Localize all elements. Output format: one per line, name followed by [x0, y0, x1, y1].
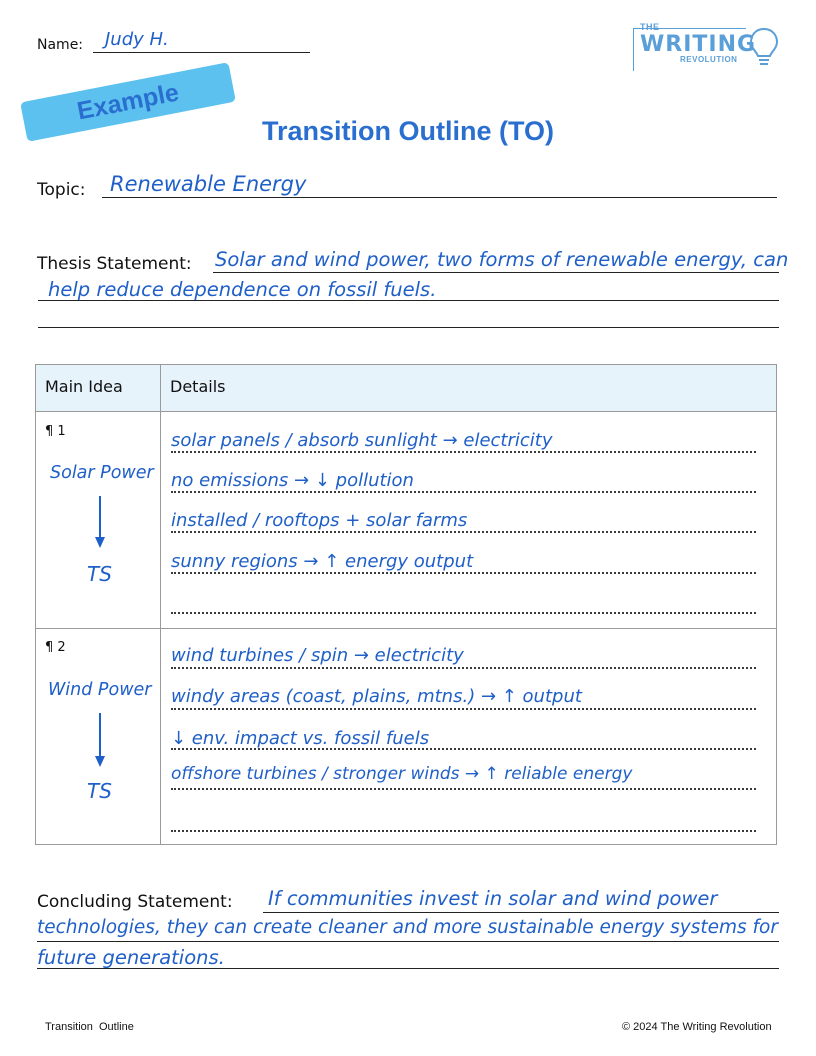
conclusion-underline-1	[263, 912, 779, 913]
table-header	[36, 365, 776, 412]
detail-line	[171, 788, 756, 790]
header-details: Details	[170, 377, 226, 396]
detail-text: wind turbines / spin → electricity	[171, 645, 464, 666]
detail-line	[171, 612, 756, 614]
conclusion-line-2: technologies, they can create cleaner and more sustainable energy systems for	[37, 917, 778, 938]
row-divider	[36, 628, 776, 629]
detail-text: solar panels / absorb sunlight → electricity	[171, 430, 553, 451]
down-arrow-icon	[99, 496, 101, 538]
detail-text: no emissions → ↓ pollution	[171, 470, 414, 491]
thesis-label: Thesis Statement:	[37, 254, 192, 274]
down-arrow-icon	[99, 713, 101, 757]
topic-underline	[102, 197, 777, 198]
detail-text: sunny regions → ↑ energy output	[171, 551, 474, 572]
name-underline	[93, 52, 310, 53]
main-idea-text: Wind Power	[48, 680, 152, 700]
main-idea-text: Solar Power	[50, 463, 154, 483]
logo-text-writing: WRITING	[640, 32, 757, 57]
paragraph-marker: ¶ 2	[45, 640, 66, 655]
example-badge: Example	[74, 78, 182, 126]
detail-text: installed / rooftops + solar farms	[171, 510, 468, 531]
detail-text: windy areas (coast, plains, mtns.) → ↑ output	[171, 686, 582, 707]
thesis-underline-3	[38, 327, 779, 328]
column-divider	[160, 365, 161, 844]
thesis-underline-2	[38, 300, 779, 301]
thesis-underline-1	[213, 272, 779, 273]
thesis-line-2: help reduce dependence on fossil fuels.	[48, 278, 437, 301]
footer-title: Transition Outline	[45, 1021, 134, 1033]
conclusion-label: Concluding Statement:	[37, 892, 233, 912]
conclusion-line-1: If communities invest in solar and wind power	[268, 887, 718, 910]
arrow-head-icon	[95, 537, 105, 548]
detail-line	[171, 708, 756, 710]
header-main-idea: Main Idea	[45, 377, 123, 396]
detail-line	[171, 491, 756, 493]
arrow-head-icon	[95, 756, 105, 767]
detail-line	[171, 531, 756, 533]
detail-line	[171, 572, 756, 574]
topic-label: Topic:	[37, 180, 86, 200]
conclusion-underline-3	[37, 968, 779, 969]
detail-text: ↓ env. impact vs. fossil fuels	[171, 728, 430, 749]
detail-line	[171, 667, 756, 669]
name-label: Name:	[37, 37, 84, 53]
paragraph-marker: ¶ 1	[45, 424, 66, 439]
detail-line	[171, 748, 756, 750]
conclusion-line-3: future generations.	[37, 946, 225, 969]
detail-line	[171, 451, 756, 453]
ts-label: TS	[87, 779, 112, 803]
conclusion-underline-2	[37, 941, 779, 942]
name-value: Judy H.	[105, 29, 169, 50]
topic-value: Renewable Energy	[110, 172, 307, 196]
lightbulb-icon	[748, 26, 780, 70]
page-title: Transition Outline (TO)	[261, 116, 554, 146]
logo-text-revolution: REVOLUTION	[680, 55, 738, 64]
footer-copyright: © 2024 The Writing Revolution	[622, 1021, 772, 1033]
detail-line	[171, 830, 756, 832]
logo-text-the: THE	[640, 22, 660, 32]
ts-label: TS	[87, 562, 112, 586]
detail-text: offshore turbines / stronger winds → ↑ reliable energy	[171, 764, 633, 784]
thesis-line-1: Solar and wind power, two forms of renewable energy, can	[215, 248, 789, 271]
